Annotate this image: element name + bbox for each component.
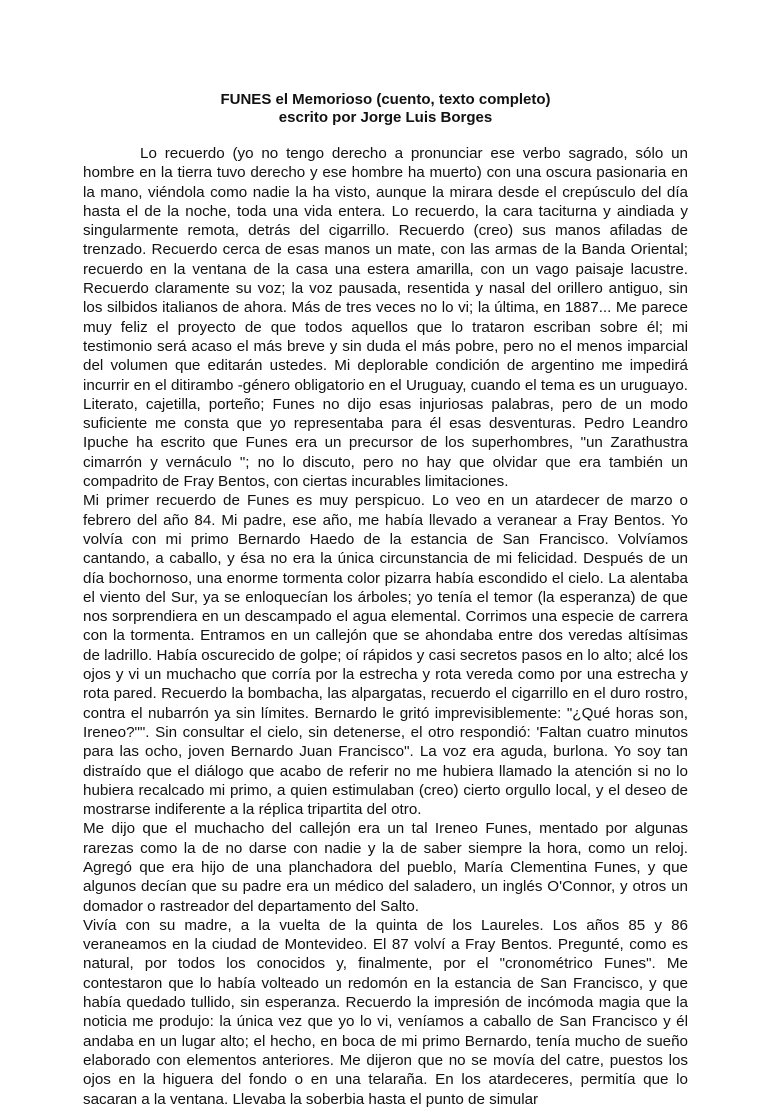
document-title [83, 91, 688, 127]
paragraph-1: Lo recuerdo (yo no tengo derecho a pronunciar ese verbo sagrado, sólo un hombre en la tierra tuvo derecho y ese hombre ha muerto) con una oscura pasionaria en la mano, viéndola como nadie la ha visto, aunque la mirara desde el crepúsculo del día hasta el de la noche, toda una vida entera. Lo recuerdo, la cara taciturna y aindiada y singularmente remota, detrás del cigarrillo. Recuerdo (creo) sus manos afiladas de trenzado. Recuerdo cerca de esas manos un mate, con las armas de la Banda Oriental; recuerdo en la ventana de la casa una estera amarilla, con un vago paisaje lacustre. Recuerdo claramente su voz; la voz pausada, resentida y nasal del orillero antiguo, sin los silbidos italianos de ahora. Más de tres veces no lo vi; la última, en 1887... Me parece muy feliz el proyecto de que todos aquellos que lo trataron escriban sobre él; mi testimonio será acaso el más breve y sin duda el más pobre, pero no el menos imparcial del volumen que editarán ustedes. Mi deplorable condición de argentino me impedirá incurrir en el ditirambo -género obligatorio en el Uruguay, cuando el tema es un uruguayo. Literato, cajetilla, porteño; Funes no dijo esas injuriosas palabras, pero de un modo suficiente me consta que yo representaba para él esas desventuras. Pedro Leandro Ipuche ha escrito que Funes era un precursor de los superhombres, "un Zarathustra cimarrón y vernáculo "; no lo discuto, pero no hay que olvidar que era también un compadrito de Fray Bentos, con ciertas incurables limitaciones. [83, 145, 688, 491]
document-body [83, 144, 688, 1109]
title-line-2: escrito por Jorge Luis Borges [278, 109, 493, 126]
paragraph-4: Vivía con su madre, a la vuelta de la quinta de los Laureles. Los años 85 y 86 veraneamos en la ciudad de Montevideo. El 87 volví a Fray Bentos. Pregunté, como es natural, por todos los conocidos y, finalmente, por el "cronométrico Funes". Me contestaron que lo había volteado un redomón en la estancia de San Francisco, y que había quedado tullido, sin esperanza. Recuerdo la impresión de incómoda magia que la noticia me produjo: la única vez que yo lo vi, veníamos a caballo de San Francisco y él andaba en un lugar alto; el hecho, en boca de mi primo Bernardo, tenía mucho de sueño elaborado con elementos anteriores. Me dijeron que no se movía del catre, puestos los ojos en la higuera del fondo o en una telaraña. En los atardeceres, permitía que lo sacaran a la ventana. Llevaba la soberbia hasta el punto de simular [83, 916, 688, 1108]
paragraph-2: Mi primer recuerdo de Funes es muy perspicuo. Lo veo en un atardecer de marzo o febrero del año 84. Mi padre, ese año, me había llevado a veranear a Fray Bentos. Yo volvía con mi primo Bernardo Haedo de la estancia de San Francisco. Volvíamos cantando, a caballo, y ésa no era la única circunstancia de mi felicidad. Después de un día bochornoso, una enorme tormenta color pizarra había escondido el cielo. La alentaba el viento del Sur, ya se enloquecían los árboles; yo tenía el temor (la esperanza) de que nos sorprendiera en un descampado el agua elemental. Corrimos una especie de carrera con la tormenta. Entramos en un callejón que se ahondaba entre dos veredas altísimas de ladrillo. Había oscurecido de golpe; oí rápidos y casi secretos pasos en lo alto; alcé los ojos y vi un muchacho que corría por la estrecha y rota vereda como por una estrecha y rota pared. Recuerdo la bombacha, las alpargatas, recuerdo el cigarrillo en el duro rostro, contra el nubarrón ya sin límites. Bernardo le gritó imprevisiblemente: "¿Qué horas son, Ireneo?"". Sin consultar el cielo, sin detenerse, el otro respondió: 'Faltan cuatro minutos para las ocho, joven Bernardo Juan Francisco". La voz era aguda, burlona. Yo soy tan distraído que el diálogo que acabo de referir no me hubiera llamado la atención si no lo hubiera recalcado mi primo, a quien estimulaban (creo) cierto orgullo local, y el deseo de mostrarse indiferente a la réplica tripartita del otro. [83, 492, 688, 819]
paragraph-3: Me dijo que el muchacho del callejón era un tal Ireneo Funes, mentado por algunas rarezas como la de no darse con nadie y la de saber siempre la hora, como un reloj. Agregó que era hijo de una planchadora del pueblo, María Clementina Funes, y que algunos decían que su padre era un médico del saladero, un inglés O'Connor, y otros un domador o rastreador del departamento del Salto. [83, 820, 688, 915]
title-line-1: FUNES el Memorioso (cuento, texto completo) [220, 91, 551, 108]
